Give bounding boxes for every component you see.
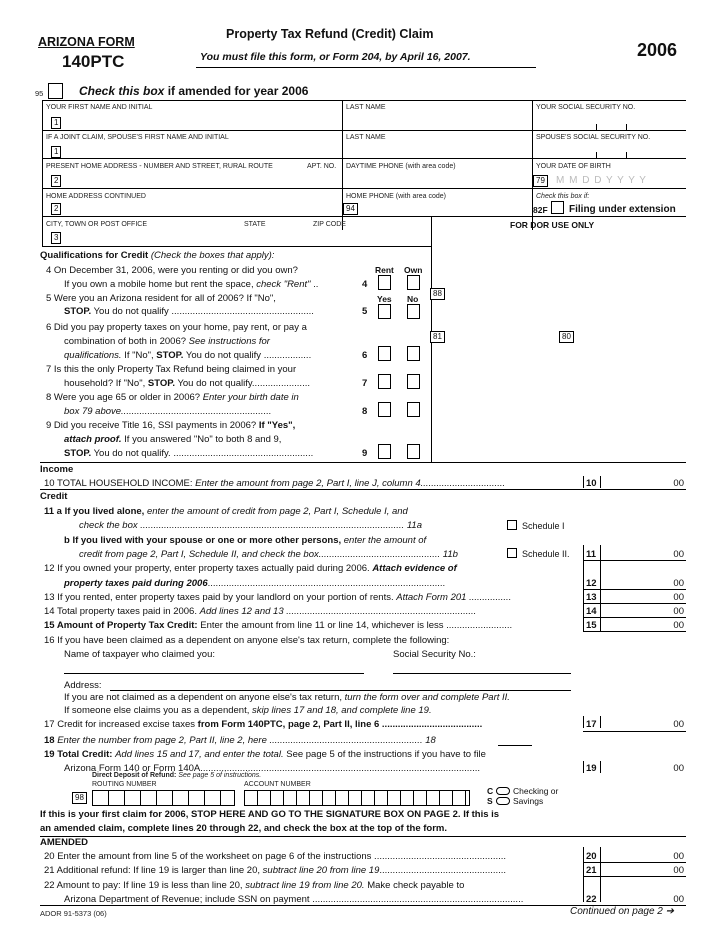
q9-line1: 9 Did you receive Title 16, SSI payments in 2006? If "Yes",: [46, 420, 296, 431]
city-field[interactable]: 3: [51, 232, 61, 244]
dor-box-88: 88: [430, 288, 445, 300]
line-11b-check: credit from page 2, Part I, Schedule II, and check the box.............................................. 11b: [79, 549, 458, 560]
q9-no-checkbox[interactable]: [407, 444, 420, 459]
line-13-number: 13: [586, 592, 597, 603]
form-name: ARIZONA FORM: [38, 35, 135, 49]
own-header: Own: [404, 265, 423, 275]
q9-number: 9: [362, 448, 368, 459]
savings-radio[interactable]: [496, 797, 510, 805]
line-18-label: 18 Enter the number from page 2, Part II, line 2, here .......................................................... 18: [44, 735, 436, 746]
dob-label: YOUR DATE OF BIRTH: [536, 163, 611, 170]
first-claim-note2: an amended claim, complete lines 20 through 22, and check the box at the top of the form.: [40, 823, 447, 834]
q4-rent-checkbox[interactable]: [378, 275, 391, 290]
taxpayer-address-label: Address:: [64, 680, 102, 691]
q7-number: 7: [362, 378, 368, 389]
q4-line1: 4 On December 31, 2006, were you renting or did you own?: [46, 265, 298, 276]
schedule-2-label: Schedule II.: [522, 549, 570, 559]
amended-checkbox[interactable]: [48, 83, 63, 99]
address2-field[interactable]: 2: [51, 203, 61, 215]
line-22-number: 22: [586, 894, 597, 905]
q6-line1: 6 Did you pay property taxes on your home, pay rent, or pay a: [46, 322, 307, 333]
line-16-label: 16 If you have been claimed as a dependent on anyone else's tax return, complete the following:: [44, 635, 450, 646]
apt-label: APT. NO.: [307, 163, 337, 170]
spouse-name-field[interactable]: 1: [51, 146, 61, 158]
q5-no-checkbox[interactable]: [407, 304, 420, 319]
q4-own-checkbox[interactable]: [407, 275, 420, 290]
q6-line2: combination of both in 2006? See instructions for: [64, 336, 270, 347]
credit-title: Credit: [40, 491, 68, 502]
q6-line3: qualifications. If "No", STOP. You do not qualify ..................: [64, 350, 312, 361]
address2-label: HOME ADDRESS CONTINUED: [46, 193, 146, 200]
account-label: ACCOUNT NUMBER: [244, 781, 311, 788]
q8-line2: box 79 above.........................................................: [64, 406, 272, 417]
extension-label: Filing under extension: [569, 204, 676, 215]
line-17-label: 17 Credit for increased excise taxes from Form 140PTC, page 2, Part II, line 6 ......................................: [44, 719, 483, 730]
dor-box-81: 81: [430, 331, 445, 343]
deadline-notice: You must file this form, or Form 204, by April 16, 2007.: [200, 51, 471, 63]
direct-deposit-code: 98: [72, 792, 87, 804]
line-20-label: 20 Enter the amount from line 5 of the worksheet on page 6 of the instructions ..................................................: [44, 851, 507, 862]
savings-label: Savings: [513, 796, 544, 806]
q9-line2: attach proof. If you answered "No" to both 8 and 9,: [64, 434, 282, 445]
dob-code: 79: [533, 175, 548, 187]
day-phone-label: DAYTIME PHONE (with area code): [346, 163, 456, 170]
q9-line3: STOP. You do not qualify. .....................................................: [64, 448, 314, 459]
line-11b-label: b If you lived with your spouse or one or more other persons, enter the amount of: [64, 535, 427, 546]
line-15-cents[interactable]: 00: [673, 620, 684, 631]
line-16-note1: If you are not claimed as a dependent on anyone else's tax return, turn the form over and complete Part II.: [64, 692, 510, 703]
q5-line2: STOP. You do not qualify ......................................................: [64, 306, 314, 317]
rent-header: Rent: [375, 265, 394, 275]
q7-line2: household? If "No", STOP. You do not qualify......................: [64, 378, 310, 389]
q5-line1: 5 Were you an Arizona resident for all of 2006? If "No",: [46, 293, 276, 304]
account-number-field[interactable]: [244, 790, 470, 806]
line-19-label2: Arizona Form 140 or Form 140A..........................................................................................................: [64, 763, 480, 774]
line-10-number: 10: [586, 478, 597, 489]
q8-yes-checkbox[interactable]: [378, 402, 391, 417]
q5-yes-checkbox[interactable]: [378, 304, 391, 319]
income-title: Income: [40, 464, 74, 475]
first-name-label: YOUR FIRST NAME AND INITIAL: [46, 104, 153, 111]
direct-deposit-label: Direct Deposit of Refund: See page 5 of instructions.: [92, 772, 262, 779]
address-label: PRESENT HOME ADDRESS - NUMBER AND STREET, RURAL ROUTE: [46, 163, 273, 170]
line-17-cents[interactable]: 00: [673, 719, 684, 730]
q7-no-checkbox[interactable]: [407, 374, 420, 389]
home-phone-field[interactable]: 94: [343, 203, 358, 215]
taxpayer-name-label: Name of taxpayer who claimed you:: [64, 649, 216, 660]
line-17-number: 17: [586, 719, 597, 730]
q9-yes-checkbox[interactable]: [378, 444, 391, 459]
line-21-label: 21 Additional refund: If line 19 is larger than line 20, subtract line 20 from line 19................................................: [44, 865, 507, 876]
checking-radio[interactable]: [496, 787, 510, 795]
line-11a-label: 11 a If you lived alone, enter the amount of credit from page 2, Part I, Schedule I, and: [44, 506, 408, 517]
q6-no-checkbox[interactable]: [407, 346, 420, 361]
line-12-label: 12 If you owned your property, enter property taxes actually paid during 2006. Attach evidence of: [44, 563, 457, 574]
line-12-label2: property taxes paid during 2006..........................................................................................: [64, 578, 446, 589]
spouse-last-label: LAST NAME: [346, 134, 386, 141]
amended-code: 95: [35, 89, 44, 98]
first-name-field[interactable]: 1: [51, 117, 61, 129]
schedule-1-label: Schedule I: [522, 521, 565, 531]
q7-line1: 7 Is this the only Property Tax Refund being claimed in your: [46, 364, 297, 375]
line-22-label: 22 Amount to pay: If line 19 is less than line 20, subtract line 19 from line 20. Make check payable to: [44, 880, 465, 891]
schedule-1-checkbox[interactable]: [507, 520, 517, 530]
line-20-cents[interactable]: 00: [673, 851, 684, 862]
continued-notice: Continued on page 2 ➔: [570, 906, 675, 917]
line-14-label: 14 Total property taxes paid in 2006. Add lines 12 and 13 ........................................................................: [44, 606, 477, 617]
city-label: CITY, TOWN OR POST OFFICE: [46, 221, 147, 228]
home-phone-label: HOME PHONE (with area code): [346, 193, 446, 200]
savings-code: S: [487, 796, 493, 806]
line-21-cents[interactable]: 00: [673, 865, 684, 876]
zip-label: ZIP CODE: [313, 221, 346, 228]
line-22-cents[interactable]: 00: [673, 894, 684, 905]
dob-field[interactable]: M M D D Y Y Y Y: [556, 175, 647, 186]
line-13-label: 13 If you rented, enter property taxes paid by your landlord on your portion of rents. Attach Form 201 ................: [44, 592, 512, 603]
amended-label: Check this box if amended for year 2006: [79, 84, 309, 98]
tax-year: 2006: [637, 40, 678, 60]
line-20-number: 20: [586, 851, 597, 862]
dor-box-80: 80: [559, 331, 574, 343]
line-14-number: 14: [586, 606, 597, 617]
qualifications-title: Qualifications for Credit (Check the boxes that apply):: [40, 250, 275, 261]
address-field[interactable]: 2: [51, 175, 61, 187]
checking-label: Checking or: [513, 786, 559, 796]
q4-number: 4: [362, 279, 368, 290]
no-header: No: [407, 294, 419, 304]
line-11-number: 11: [586, 549, 597, 560]
amended-title: AMENDED: [40, 837, 89, 848]
q7-yes-checkbox[interactable]: [378, 374, 391, 389]
routing-label: ROUTING NUMBER: [92, 781, 157, 788]
line-15-number: 15: [586, 620, 597, 631]
routing-number-field[interactable]: [92, 790, 235, 806]
q4-line2: If you own a mobile home but rent the space, check "Rent" ..: [64, 279, 319, 290]
line-11a-check: check the box .................................................................................................... 11a: [79, 520, 422, 531]
q5-number: 5: [362, 306, 368, 317]
line-11-cents[interactable]: 00: [673, 549, 684, 560]
ssn-label: YOUR SOCIAL SECURITY NO.: [536, 104, 636, 111]
line-19-cents[interactable]: 00: [673, 763, 684, 774]
q6-yes-checkbox[interactable]: [378, 346, 391, 361]
q8-line1: 8 Were you age 65 or older in 2006? Enter your birth date in: [46, 392, 299, 403]
taxpayer-ssn-label: Social Security No.:: [393, 649, 476, 660]
extension-checkbox[interactable]: [551, 201, 564, 214]
form-number: 140PTC: [62, 52, 125, 71]
spouse-name-label: IF A JOINT CLAIM, SPOUSE'S FIRST NAME AND INITIAL: [46, 134, 229, 141]
extension-code: 82F: [533, 205, 548, 215]
line-13-cents[interactable]: 00: [673, 592, 684, 603]
spouse-ssn-label: SPOUSE'S SOCIAL SECURITY NO.: [536, 134, 651, 141]
last-name-label: LAST NAME: [346, 104, 386, 111]
form-code: ADOR 91-5373 (06): [40, 909, 107, 918]
line-21-number: 21: [586, 865, 597, 876]
line-22-label2: Arizona Department of Revenue; include SSN on payment ................................................................................: [64, 894, 524, 905]
line-19-label: 19 Total Credit: Add lines 15 and 17, and enter the total. See page 5 of the instructions if you have to file: [44, 749, 486, 760]
form-title: Property Tax Refund (Credit) Claim: [226, 27, 434, 41]
first-claim-note1: If this is your first claim for 2006, STOP HERE AND GO TO THE SIGNATURE BOX ON PAGE 2. If this is: [40, 809, 500, 820]
line-12-number: 12: [586, 578, 597, 589]
q6-number: 6: [362, 350, 368, 361]
checking-code: C: [487, 786, 494, 796]
line-15-label: 15 Amount of Property Tax Credit: Enter the amount from line 11 or line 14, whichever is less .........................: [44, 620, 513, 631]
schedule-2-checkbox[interactable]: [507, 548, 517, 558]
q8-number: 8: [362, 406, 368, 417]
line-19-number: 19: [586, 763, 597, 774]
line-12-cents[interactable]: 00: [673, 578, 684, 589]
yes-header: Yes: [377, 294, 392, 304]
state-label: STATE: [244, 221, 266, 228]
dor-use-label: FOR DOR USE ONLY: [510, 220, 595, 230]
line-16-note2: If someone else claims you as a dependent, skip lines 17 and 18, and complete line 19.: [64, 705, 432, 716]
line-10-label: 10 TOTAL HOUSEHOLD INCOME: Enter the amount from page 2, Part I, line J, column 4................................: [44, 478, 506, 489]
q8-no-checkbox[interactable]: [407, 402, 420, 417]
line-14-cents[interactable]: 00: [673, 606, 684, 617]
check-if-label: Check this box if:: [536, 193, 590, 200]
line-10-cents[interactable]: 00: [673, 478, 684, 489]
